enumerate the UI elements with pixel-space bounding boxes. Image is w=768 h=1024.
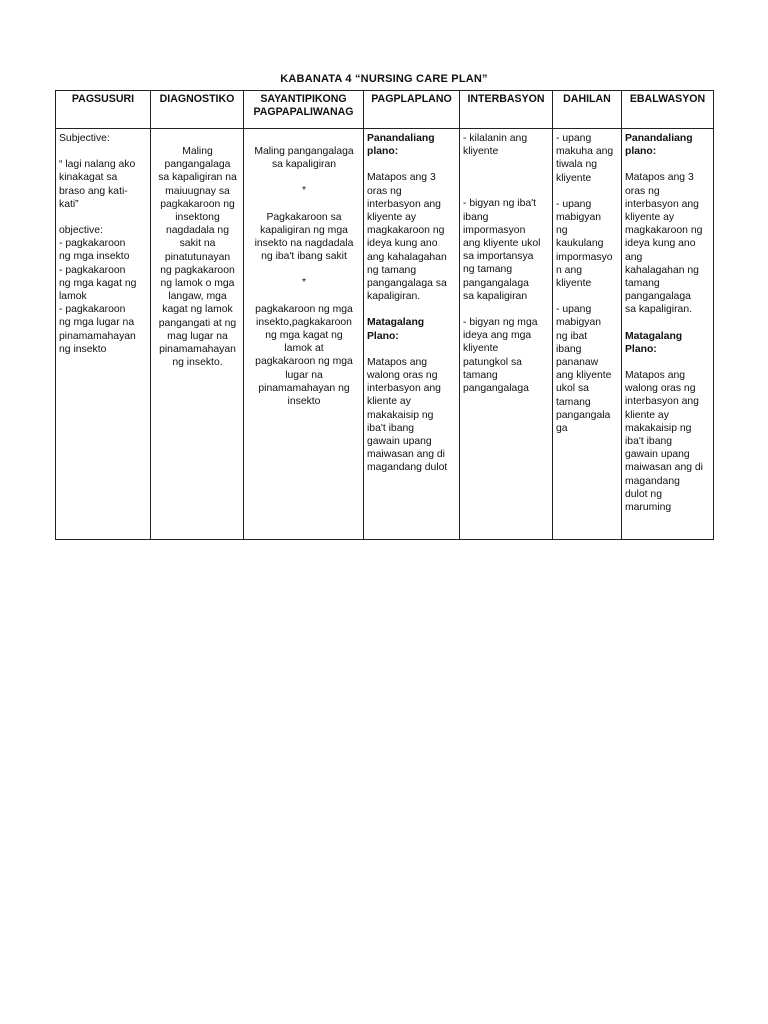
text-line: kliente ay xyxy=(625,409,669,421)
long-term-plan-title: Plano: xyxy=(367,330,399,342)
long-term-plan-title: Matagalang xyxy=(625,330,683,342)
text-line: kliyente xyxy=(463,343,499,355)
text-line: pangangala xyxy=(556,409,611,421)
text-line: oras ng xyxy=(625,185,660,197)
objective-list xyxy=(59,237,148,356)
text-line: magandang xyxy=(625,475,680,487)
text-line: ng insekto xyxy=(59,343,107,355)
text-line: magandang dulot xyxy=(367,462,448,474)
text-line: Matapos ang 3 xyxy=(367,172,436,184)
cell-pagplaplano xyxy=(364,129,460,540)
text-line: maiuugnay sa xyxy=(165,185,230,197)
header-diagnostiko: DIAGNOSTIKO xyxy=(151,91,244,129)
text-line: pagkakaroon ng mga xyxy=(255,303,353,315)
text-line: ng mga lugar na xyxy=(59,317,135,329)
text-line: tiwala ng xyxy=(556,159,598,171)
text-line: ang kliyente xyxy=(556,370,612,382)
text-line: pinamamahayan xyxy=(159,344,236,356)
text-line: Maling xyxy=(182,146,213,157)
text-line: ng mga kagat ng xyxy=(265,330,343,342)
text-line: kliyente xyxy=(463,146,499,158)
text-line: pangangati at ng xyxy=(158,317,237,329)
text-line: nagdadala ng xyxy=(166,225,229,237)
text-line: ng insekto. xyxy=(172,357,223,369)
text-line: Maling pangangalaga xyxy=(254,146,354,157)
text-line: - bigyan ng mga xyxy=(463,317,538,329)
text-line: maruming xyxy=(625,502,672,514)
cell-interbasyon xyxy=(460,129,553,540)
text-line: - bigyan ng iba't xyxy=(463,198,537,210)
text-line: - kilalanin ang xyxy=(463,133,528,144)
text-line: kahalagahan ng xyxy=(625,264,699,276)
text-line: ng lamok o mga xyxy=(160,278,235,290)
cell-sayantipikong-pagpapaliwanag xyxy=(244,129,364,540)
text-line: lamok xyxy=(59,291,87,303)
text-line: kapaligiran ng mga xyxy=(260,224,348,236)
text-line: makuha ang xyxy=(556,146,614,158)
text-line: kliyente xyxy=(556,278,592,290)
header-sayantipikong-pagpapaliwanag: SAYANTIPIKONG PAGPAPALIWANAG xyxy=(244,91,364,129)
text-line: n ang xyxy=(556,264,583,276)
text-line: sa kapaligiran xyxy=(463,290,528,302)
text-line: langaw, mga xyxy=(168,291,227,303)
cell-pagsusuri xyxy=(56,129,151,540)
document-title: KABANATA 4 “NURSING CARE PLAN” xyxy=(280,73,488,85)
text-line: tamang xyxy=(463,369,498,381)
header-ebalwasyon: EBALWASYON xyxy=(622,91,714,129)
text-line: kaukulang xyxy=(556,238,604,250)
text-line: pangangalaga xyxy=(164,159,231,171)
text-line: interbasyon ang xyxy=(625,396,699,408)
text-line: mabigyan xyxy=(556,212,602,224)
text-line: impormasyon xyxy=(463,224,526,236)
text-line: kati” xyxy=(59,198,79,210)
text-line: - upang xyxy=(556,304,592,316)
text-line: ng mga kagat ng xyxy=(59,277,137,289)
text-line: Pagkakaroon sa xyxy=(266,211,342,223)
subjective-quote xyxy=(59,158,148,211)
nursing-care-plan-table xyxy=(55,90,714,540)
text-line: Matapos ang 3 xyxy=(625,172,694,184)
text-line: mag lugar na xyxy=(167,330,228,342)
objective-label: objective: xyxy=(59,225,103,237)
text-line: braso ang kati- xyxy=(59,185,128,197)
text-line: kapaligiran. xyxy=(367,291,421,303)
text-line: ang kahalagahan xyxy=(367,251,447,263)
text-line: Matapos ang xyxy=(367,356,428,368)
text-line: pangangalaga xyxy=(463,277,529,289)
long-term-plan-title: Matagalang xyxy=(367,317,425,329)
text-line: insektong xyxy=(175,212,220,224)
text-line: gawain upang xyxy=(367,436,432,448)
text-line: kliyente xyxy=(556,172,592,184)
text-line: ibang xyxy=(556,343,582,355)
text-line: magkakaroon ng xyxy=(625,225,703,237)
text-line: ang kliyente ukol xyxy=(463,238,541,250)
text-line: dulot ng xyxy=(625,488,662,500)
long-term-plan-title: Plano: xyxy=(625,343,657,355)
cell-diagnostiko xyxy=(151,129,244,540)
text-line: magkakaroon ng xyxy=(367,225,445,237)
text-line: tamang xyxy=(625,278,660,290)
text-line: ng tamang xyxy=(463,264,513,276)
short-term-plan-title: Panandaliang xyxy=(367,133,435,144)
cell-ebalwasyon xyxy=(622,129,714,540)
text-line: ang xyxy=(625,251,643,263)
text-line: lugar na xyxy=(285,369,323,381)
text-line: pangangalaga xyxy=(463,383,529,395)
text-line: interbasyon ang xyxy=(625,198,699,210)
subjective-label: Subjective: xyxy=(59,133,110,144)
short-term-plan-title: plano: xyxy=(625,146,657,158)
header-pagplaplano: PAGPLAPLANO xyxy=(364,91,460,129)
text-line: ideya ang mga xyxy=(463,330,532,342)
text-line: gawain upang xyxy=(625,449,690,461)
text-line: sakit na xyxy=(179,238,216,250)
text-line: maiwasan ang di xyxy=(625,462,703,474)
asterisk-separator: * xyxy=(301,277,307,289)
text-line: walong oras ng xyxy=(367,370,438,382)
text-line: ng tamang xyxy=(367,264,417,276)
text-line: ng xyxy=(556,225,568,237)
table-row xyxy=(56,129,714,540)
text-line: mabigyan xyxy=(556,317,602,329)
text-line: insekto na nagdadala xyxy=(254,238,354,250)
text-line: - pagkakaroon xyxy=(59,304,126,316)
asterisk-separator: * xyxy=(301,185,307,197)
text-line: - upang xyxy=(556,133,592,144)
text-line: kliyente ay xyxy=(625,212,675,224)
text-line: walong oras ng xyxy=(625,383,696,395)
text-line: ga xyxy=(556,423,568,435)
text-line: kinakagat sa xyxy=(59,172,118,184)
text-line: ideya kung ano xyxy=(367,238,438,250)
text-line: pagkakaroon ng xyxy=(160,198,235,210)
text-line: - pagkakaroon xyxy=(59,264,126,276)
text-line: sa kapaligiran na xyxy=(158,172,237,184)
text-line: sa importansya xyxy=(463,251,534,263)
text-line: kagat ng lamok xyxy=(162,304,233,316)
text-line: “ lagi nalang ako xyxy=(59,159,136,171)
cell-dahilan xyxy=(553,129,622,540)
text-line: ng mga insekto xyxy=(59,251,130,263)
text-line: patungkol sa xyxy=(463,356,522,368)
text-line: tamang xyxy=(556,396,591,408)
text-line: sa kapaligiran. xyxy=(625,304,693,316)
text-line: pangangalaga xyxy=(625,291,691,303)
header-pagsusuri: PAGSUSURI xyxy=(56,91,151,129)
text-line: interbasyon ang xyxy=(367,198,441,210)
text-line: insekto xyxy=(287,396,321,408)
text-line: ng pagkakaroon xyxy=(160,264,235,276)
text-line: - upang xyxy=(556,198,592,210)
text-line: insekto,pagkakaroon xyxy=(256,316,352,328)
text-line: oras ng xyxy=(367,185,402,197)
short-term-plan-title: plano: xyxy=(367,146,399,158)
header-interbasyon: INTERBASYON xyxy=(460,91,553,129)
text-line: makakaisip ng xyxy=(625,422,692,434)
text-line: iba't ibang xyxy=(625,436,673,448)
text-line: lamok at xyxy=(284,343,324,355)
text-line: ukol sa xyxy=(556,383,589,395)
text-line: ng iba't ibang sakit xyxy=(261,251,347,263)
text-line: pananaw xyxy=(556,357,599,369)
text-line: pinatutunayan xyxy=(164,251,231,263)
table-header-row xyxy=(56,91,714,129)
text-line: iba't ibang xyxy=(367,422,415,434)
text-line: impormasyo xyxy=(556,251,613,263)
text-line: - pagkakaroon xyxy=(59,238,126,250)
text-line: interbasyon ang xyxy=(367,383,441,395)
text-line: pangangalaga sa xyxy=(367,278,447,290)
text-line: sa kapaligiran xyxy=(271,159,337,171)
text-line: pagkakaroon ng mga xyxy=(255,356,353,368)
text-line: kliyente ay xyxy=(367,212,417,224)
text-line: maiwasan ang di xyxy=(367,449,445,461)
text-line: pinamamahayan xyxy=(59,330,136,342)
short-term-plan-title: Panandaliang xyxy=(625,133,693,144)
text-line: kliente ay xyxy=(367,396,411,408)
text-line: ideya kung ano xyxy=(625,238,696,250)
text-line: pinamamahayan ng xyxy=(258,382,350,394)
text-line: makakaisip ng xyxy=(367,409,434,421)
text-line: ibang xyxy=(463,211,489,223)
text-line: ng ibat xyxy=(556,330,588,342)
text-line: Matapos ang xyxy=(625,370,686,382)
header-dahilan: DAHILAN xyxy=(553,91,622,129)
